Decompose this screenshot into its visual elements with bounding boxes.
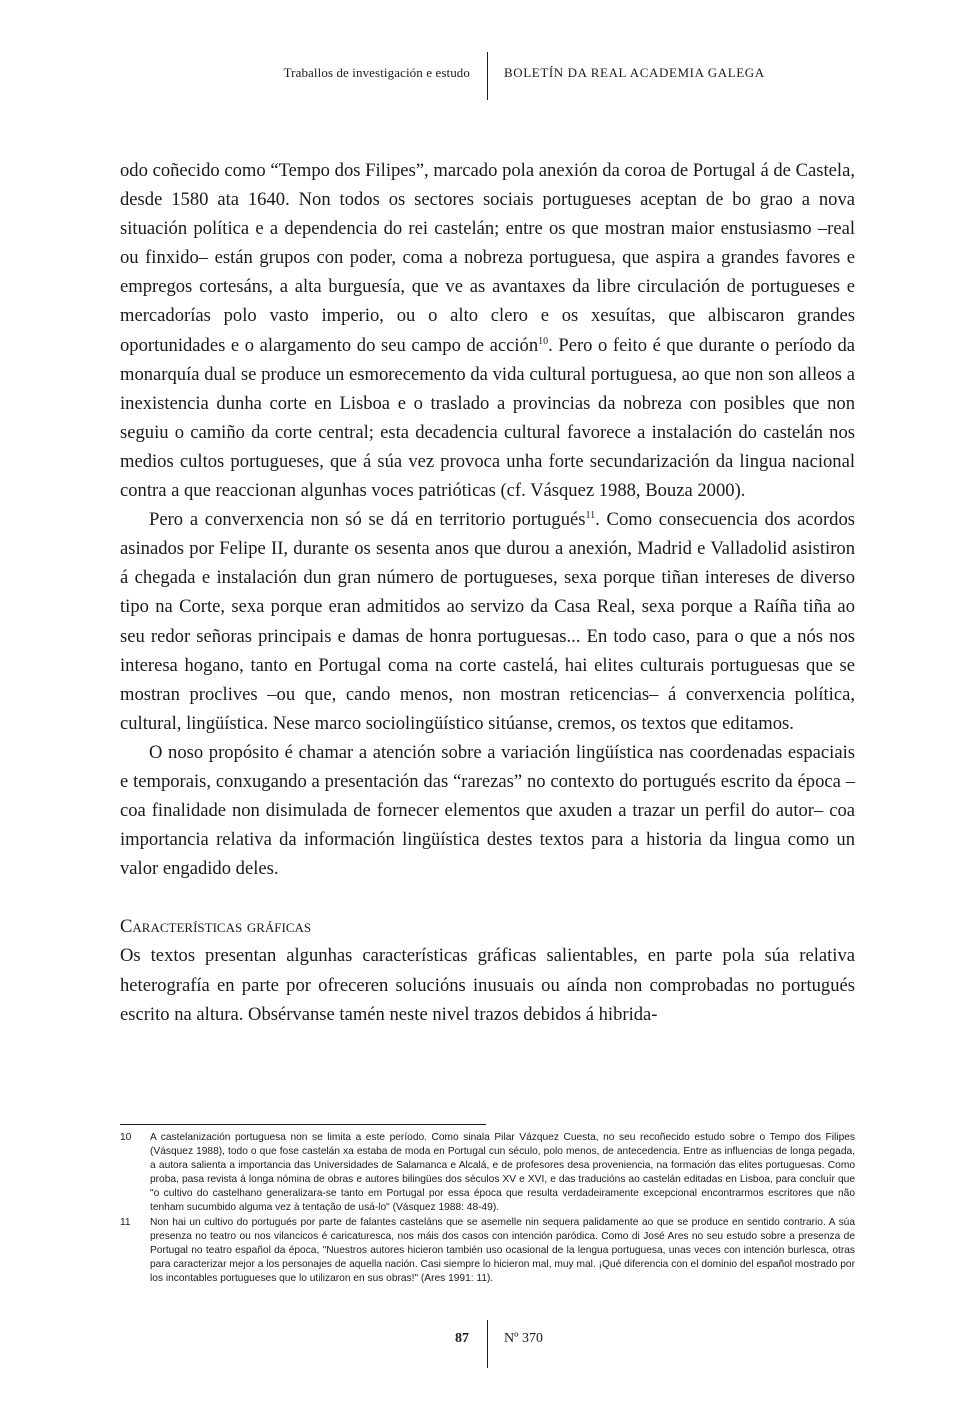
section-heading: Características gráficas bbox=[120, 916, 312, 938]
page-footer bbox=[0, 1320, 975, 1368]
footnote-separator bbox=[120, 1124, 486, 1125]
footnote-10 bbox=[120, 1131, 855, 1216]
header-journal-title: BOLETÍN DA REAL ACADEMIA GALEGA bbox=[504, 65, 765, 80]
page-number: 87 bbox=[455, 1331, 469, 1346]
running-header bbox=[0, 52, 975, 100]
footnote-text: Non hai un cultivo do portugués por parte de falantes casteláns que se asemelle nin sequera palidamente ao que se produce en sentido contrario. A súa presenza no teatro ou nos vilancicos é caricaturesca, nos máis dos casos con intención paródica. Como di José Ares no seu estudo sobre a presenza de Portugal no teatro español da época, "Nuestros autores hicieron también uso ocasional de la lengua portuguesa, unas veces con intención burlesca, otras para caracterizar mejor a los personajes de aquella nación. Casi siempre lo hicieron mal, muy mal. ¡Qué diferencia con el dominio del español mostrado por los incontables portugueses que lo utilizaron en sus obras!" (Ares 1991: 11). bbox=[150, 1216, 855, 1284]
footnote-number: 10 bbox=[120, 1132, 132, 1143]
paragraph-2-text-a: Pero a converxencia non só se dá en territorio portugués bbox=[149, 509, 586, 531]
paragraph-1 bbox=[120, 156, 855, 505]
main-text bbox=[120, 156, 855, 1029]
footnote-ref-11[interactable]: 11 bbox=[585, 509, 596, 521]
footnote-ref-10[interactable]: 10 bbox=[538, 335, 549, 347]
header-divider bbox=[487, 52, 488, 100]
paragraph-1-text-b: . Pero o feito é que durante o período da monarquía dual se produce un esmorecemento da vida cultural portuguesa, ao que non son alleos a inexistencia dunha corte en Lisboa e o traslado a provincias da nobreza con posibles que non seguiu o camiño da corte central; esta decadencia cultural favorece a instalación do castelán nos medios cultos portugueses, que á súa vez provoca unha forte secundarización da lingua nacional contra a que reaccionan algunhas voces patrióticas (cf. Vásquez 1988, Bouza 2000). bbox=[120, 334, 855, 502]
footnote-number: 11 bbox=[120, 1216, 131, 1228]
header-section-title: Traballos de investigación e estudo bbox=[283, 65, 470, 80]
paragraph-2 bbox=[120, 505, 855, 738]
footnotes bbox=[120, 1131, 855, 1286]
footnote-11 bbox=[120, 1216, 855, 1286]
footer-divider bbox=[487, 1320, 488, 1368]
footnote-text: A castelanización portuguesa non se limita a este período. Como sinala Pilar Vázquez Cuesta, no seu recoñecido estudo sobre o Tempo dos Filipes (Vásquez 1988), todo o que fose castelán xa estaba de moda en Portugal cun século, polo menos, de antecedencia. Entre as influencias de longa pegada, a autora salienta a importancia das Universidades de Salamanca e Alcalá, e de profesores desa proveniencia, na formación das elites portuguesas. Como proba, pasa revista á longa nómina de obras e autores bilingües dos séculos XV e XVI, e das traducións ao castelán editadas en Lisboa, para concluír que "o cultivo do castelhano generalizara-se tanto em Portugal por essa época que resulta verdadeiramente excepcional encontrarmos escritores que não tenham sucumbido alguma vez à tentação de usá-lo" (Vásquez 1988: 48-49). bbox=[150, 1132, 855, 1214]
paragraph-2-text-b: . Como consecuencia dos acordos asinados por Felipe II, durante os sesenta anos que durou a anexión, Madrid e Valladolid asistiron á chegada e instalación dun gran número de portugueses, sexa porque tiñan intereses de diverso tipo na Corte, sexa porque eran admitidos ao servizo da Casa Real, sexa porque a Raíña tiña ao seu redor señoras principais e damas de honra portuguesas... En todo caso, para o que a nós nos interesa hogano, tanto en Portugal coma na corte castelá, hai elites culturais portuguesas que se mostran proclives –ou que, cando menos, non mostran reticencias– á converxencia política, cultural, lingüística. Nese marco sociolingüístico sitúanse, cremos, os textos que editamos. bbox=[120, 509, 855, 734]
paragraph-1-text-a: odo coñecido como “Tempo dos Filipes”, marcado pola anexión da coroa de Portugal á de Castela, desde 1580 ata 1640. Non todos os sectores sociais portugueses aceptan de bo grao a nova situación política e a dependencia do rei castelán; entre os que mostran maior enstusiasmo –real ou finxido– están grupos con poder, coma a nobreza portuguesa, que aspira a grandes favores e empregos cortesáns, a alta burguesía, que ve as avantaxes da libre circulación de portugueses e mercadorías polo vasto imperio, ou o alto clero e os xesuítas, que albiscaron grandes oportunidades e o alargamento do seu campo de acción bbox=[120, 160, 855, 356]
issue-number: Nº 370 bbox=[504, 1331, 543, 1346]
paragraph-4: Os textos presentan algunhas características gráficas salientables, en parte pola súa relativa heterografía en parte por ofreceren solucións inusuais ou aínda non comprobadas no portugués escrito na altura. Obsérvanse tamén neste nivel trazos debidos á hibrida- bbox=[120, 945, 855, 1025]
paragraph-3: O noso propósito é chamar a atención sobre a variación lingüística nas coordenadas espaciais e temporais, conxugando a presentación das “rarezas” no contexto do portugués escrito da época –coa finalidade non disimulada de fornecer elementos que axuden a trazar un perfil do autor– coa importancia relativa da información lingüística destes textos para a historia da lingua como un valor engadido deles. bbox=[120, 741, 855, 880]
